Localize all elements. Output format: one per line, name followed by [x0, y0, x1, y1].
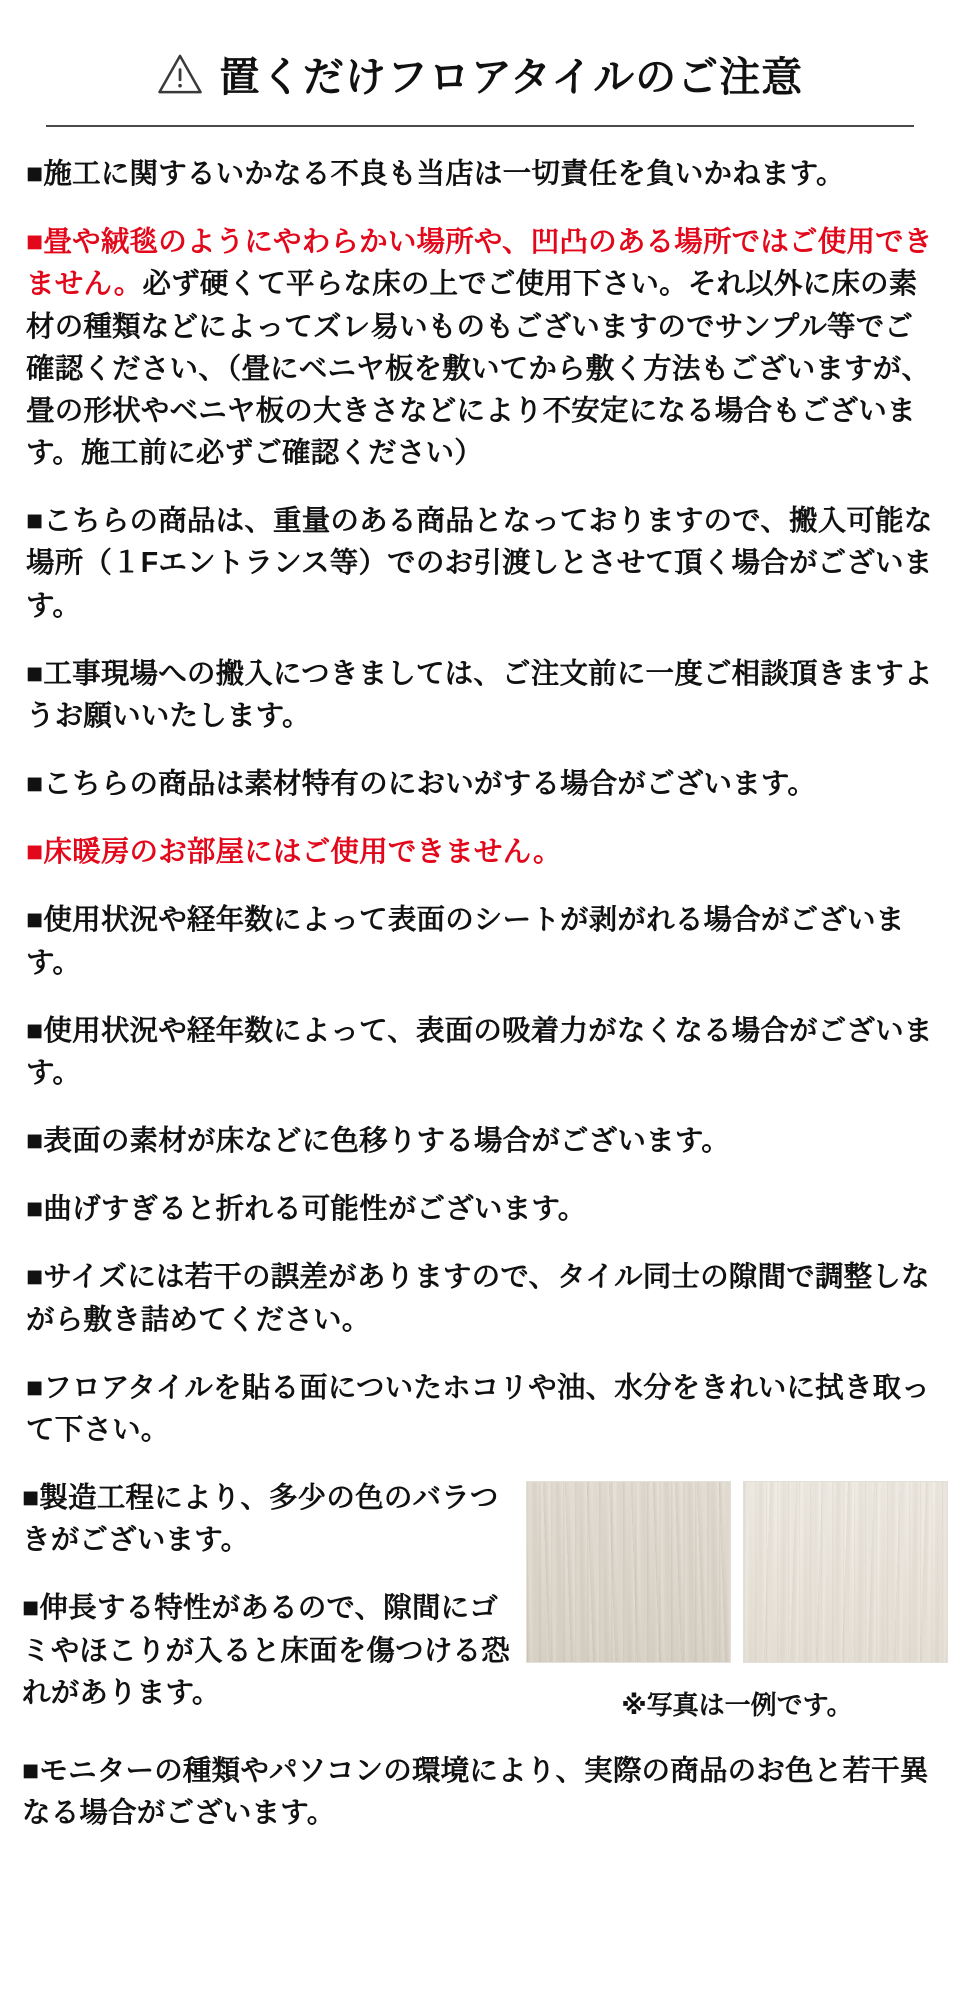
note-construction-liability: ■施工に関するいかなる不良も当店は一切責任を負いかねます。	[26, 158, 845, 190]
note-soft-uneven-floor	[26, 221, 934, 474]
page-title: 置くだけフロアタイルのご注意	[218, 54, 804, 100]
page-header	[22, 30, 938, 125]
wood-grain-sample-white	[743, 1481, 948, 1663]
note-soft-uneven-floor-black: 必ず硬くて平らな床の上でご使用下さい。それ以外に床の素材の種類などによってズレ易いものもございますのでサンプル等でご確認ください、（畳にベニヤ板を敷いてから敷く方法もございますが、畳の形状やベニヤ板の大きさなどにより不安定になる場合もございます。施工前に必ずご確認ください）	[26, 268, 931, 470]
note-clean-surface: ■フロアタイルを貼る面についたホコリや油、水分をきれいに拭き取って下さい。	[26, 1371, 930, 1446]
note-surface-sheet-peeling: ■使用状況や経年数によって表面のシートが剥がれる場合がございます。	[26, 904, 905, 979]
note-expansion-gap-dust: ■伸長する特性があるので、隙間にゴミやほこりが入ると床面を傷つける恐れがあります。	[22, 1592, 510, 1709]
swatch-row	[526, 1481, 948, 1663]
note-soft-uneven-floor-red: ■畳や絨毯のようにやわらかい場所や、凹凸のある場所ではご使用できません。	[26, 226, 933, 301]
note-color-variation: ■製造工程により、多少の色のバラつきがございます。	[22, 1482, 499, 1557]
note-monitor-color-difference: ■モニターの種類やパソコンの環境により、実際の商品のお色と若干異なる場合がございます。	[22, 1754, 929, 1830]
header-divider	[46, 125, 914, 127]
bottom-left-notes	[22, 1477, 512, 1740]
warning-triangle-icon	[157, 53, 203, 95]
note-adhesion-loss: ■使用状況や経年数によって、表面の吸着力がなくなる場合がございます。	[26, 1014, 933, 1089]
note-no-floor-heating: ■床暖房のお部屋にはご使用できません。	[26, 836, 562, 869]
note-color-transfer: ■表面の素材が床などに色移りする場合がございます。	[26, 1125, 730, 1158]
note-construction-site-delivery: ■工事現場への搬入につきましては、ご注文前に一度ご相談頂きますようお願いいたします。	[26, 657, 933, 732]
note-heavy-delivery: ■こちらの商品は、重量のある商品となっておりますので、搬入可能な場所（１Fエントランス等）でのお引渡しとさせて頂く場合がございます。	[26, 505, 933, 622]
swatch-caption: ※写真は一例です。	[621, 1690, 853, 1721]
note-size-tolerance: ■サイズには若干の誤差がありますので、タイル同士の隙間で調整しながら敷き詰めてください。	[26, 1261, 930, 1336]
wood-grain-sample-light	[526, 1481, 731, 1663]
notes-list	[22, 153, 938, 1451]
bottom-block	[22, 1477, 938, 1740]
note-bending-breakage: ■曲げすぎると折れる可能性がございます。	[26, 1193, 587, 1226]
sample-photos	[526, 1477, 948, 1722]
note-material-odor: ■こちらの商品は素材特有のにおいがする場合がございます。	[26, 768, 817, 801]
